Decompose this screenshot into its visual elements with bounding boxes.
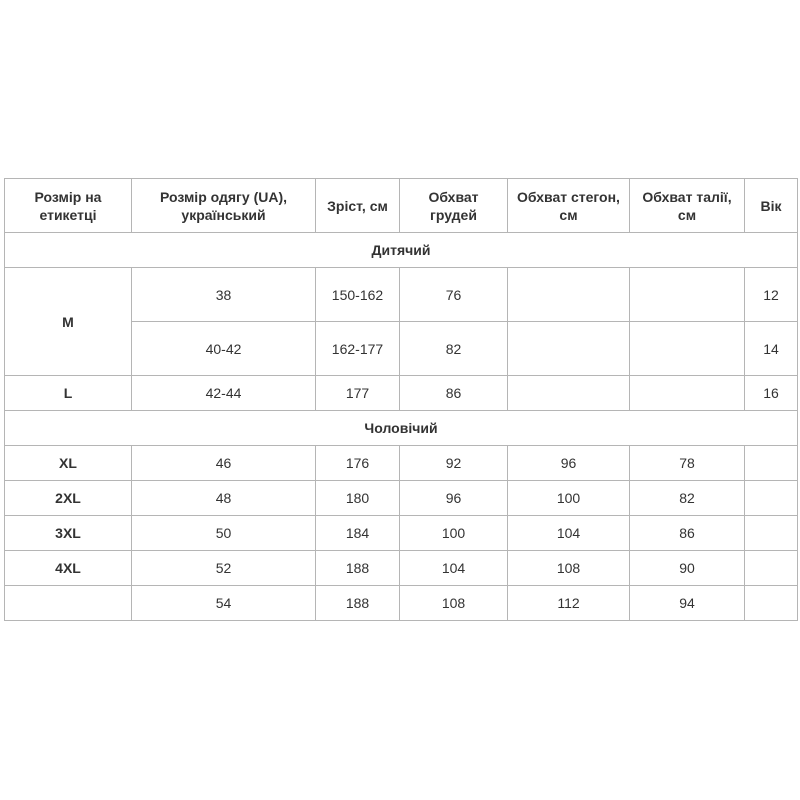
- cell-height: 176: [316, 446, 400, 481]
- cell-label: M: [5, 268, 132, 376]
- header-row: [5, 179, 798, 233]
- cell-chest: 92: [400, 446, 508, 481]
- cell-hips: 100: [508, 481, 630, 516]
- cell-age: 14: [745, 322, 798, 376]
- cell-ua-size: 46: [132, 446, 316, 481]
- cell-waist: 82: [630, 481, 745, 516]
- cell-waist: [630, 322, 745, 376]
- cell-waist: 90: [630, 551, 745, 586]
- cell-ua-size: 50: [132, 516, 316, 551]
- cell-chest: 82: [400, 322, 508, 376]
- cell-chest: 96: [400, 481, 508, 516]
- cell-height: 184: [316, 516, 400, 551]
- header-ua-size: Розмір одягу (UA), український: [132, 179, 316, 233]
- cell-ua-size: 40-42: [132, 322, 316, 376]
- cell-height: 188: [316, 586, 400, 621]
- cell-waist: 78: [630, 446, 745, 481]
- cell-hips: 96: [508, 446, 630, 481]
- cell-age: [745, 481, 798, 516]
- cell-label: 2XL: [5, 481, 132, 516]
- table-row: [5, 268, 798, 322]
- cell-age: 16: [745, 376, 798, 411]
- cell-label: L: [5, 376, 132, 411]
- cell-hips: 104: [508, 516, 630, 551]
- cell-waist: [630, 376, 745, 411]
- header-height: Зріст, см: [316, 179, 400, 233]
- cell-hips: [508, 268, 630, 322]
- table-row: [5, 551, 798, 586]
- section-title-children: Дитячий: [5, 233, 798, 268]
- cell-chest: 108: [400, 586, 508, 621]
- size-chart-table: [4, 178, 798, 621]
- cell-label: [5, 586, 132, 621]
- cell-chest: 76: [400, 268, 508, 322]
- header-age: Вік: [745, 179, 798, 233]
- cell-hips: 108: [508, 551, 630, 586]
- cell-label: 3XL: [5, 516, 132, 551]
- cell-height: 188: [316, 551, 400, 586]
- cell-ua-size: 38: [132, 268, 316, 322]
- header-chest: Обхват грудей: [400, 179, 508, 233]
- cell-ua-size: 48: [132, 481, 316, 516]
- cell-waist: [630, 268, 745, 322]
- cell-label: 4XL: [5, 551, 132, 586]
- section-title-men: Чоловічий: [5, 411, 798, 446]
- cell-age: [745, 516, 798, 551]
- cell-ua-size: 52: [132, 551, 316, 586]
- cell-height: 162-177: [316, 322, 400, 376]
- cell-height: 150-162: [316, 268, 400, 322]
- header-label-size: Розмір на етикетці: [5, 179, 132, 233]
- cell-age: 12: [745, 268, 798, 322]
- cell-label: XL: [5, 446, 132, 481]
- header-hips: Обхват стегон, см: [508, 179, 630, 233]
- cell-waist: 94: [630, 586, 745, 621]
- cell-height: 180: [316, 481, 400, 516]
- cell-hips: [508, 376, 630, 411]
- table-row: [5, 481, 798, 516]
- cell-waist: 86: [630, 516, 745, 551]
- cell-age: [745, 551, 798, 586]
- cell-chest: 86: [400, 376, 508, 411]
- cell-height: 177: [316, 376, 400, 411]
- cell-ua-size: 42-44: [132, 376, 316, 411]
- cell-chest: 100: [400, 516, 508, 551]
- table-row: [5, 376, 798, 411]
- table-row: [5, 516, 798, 551]
- cell-hips: [508, 322, 630, 376]
- cell-age: [745, 446, 798, 481]
- cell-age: [745, 586, 798, 621]
- section-row-men: [5, 411, 798, 446]
- cell-ua-size: 54: [132, 586, 316, 621]
- cell-hips: 112: [508, 586, 630, 621]
- table-row: [5, 446, 798, 481]
- section-row-children: [5, 233, 798, 268]
- table-row: [5, 586, 798, 621]
- header-waist: Обхват талії, см: [630, 179, 745, 233]
- cell-chest: 104: [400, 551, 508, 586]
